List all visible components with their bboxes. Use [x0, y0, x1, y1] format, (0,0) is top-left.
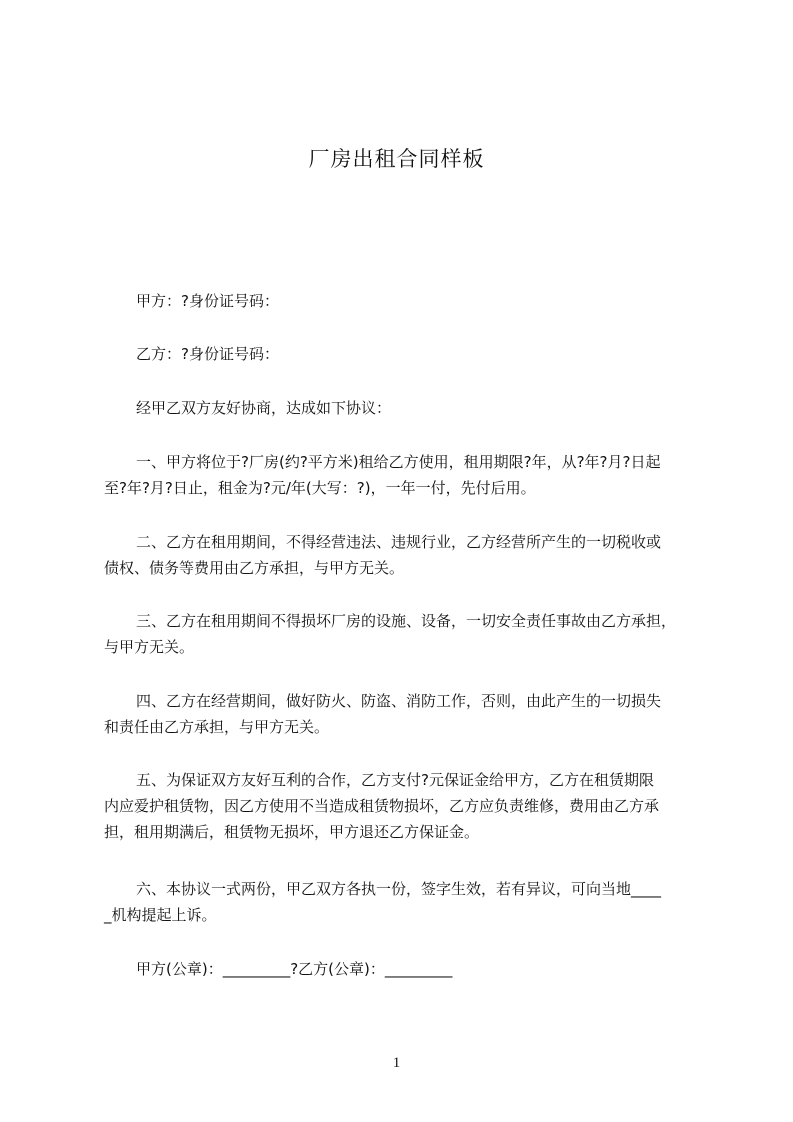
intro-line: 经甲乙双方友好协商，达成如下协议：	[136, 399, 392, 417]
clause-1	[104, 449, 704, 501]
document-title: 厂房出租合同样板	[308, 147, 485, 171]
clause-line: 和责任由乙方承担，与甲方无关。	[104, 718, 330, 736]
clause-4	[104, 688, 704, 740]
clause-line: 债权、债务等费用由乙方承担，与甲方无关。	[104, 559, 405, 577]
clause-6	[104, 876, 704, 928]
clause-line: 三、乙方在租用期间不得损坏厂房的设施、设备，一切安全责任事故由乙方承担，	[136, 612, 677, 630]
clause-2	[104, 529, 704, 581]
clause-5	[104, 767, 704, 845]
clause-line: 五、为保证双方友好互利的合作，乙方支付?元保证金给甲方，乙方在租赁期限	[136, 771, 654, 789]
clause-line: 担，租用期满后，租赁物无损坏，甲方退还乙方保证金。	[104, 823, 480, 841]
clause-line: 六、本协议一式两份，甲乙双方各执一份，签字生效，若有异议，可向当地____	[136, 880, 662, 898]
page-number: 1	[392, 1055, 401, 1071]
clause-3	[104, 608, 704, 660]
clause-line: 与甲方无关。	[104, 638, 195, 656]
party-b-line: 乙方：?身份证号码：	[136, 345, 279, 363]
clause-line: 一、甲方将位于?厂房(约?平方米)租给乙方使用，租用期限?年，从?年?月?日起	[136, 453, 661, 471]
clause-line: _机构提起上诉。	[104, 906, 217, 924]
clause-line: 二、乙方在租用期间，不得经营违法、违规行业，乙方经营所产生的一切税收或	[136, 533, 662, 551]
clause-line: 内应爱护租赁物，因乙方使用不当造成租赁物损坏，乙方应负责维修，费用由乙方承	[104, 797, 660, 815]
signature-line: 甲方(公章)：_________?乙方(公章)：_________	[136, 960, 453, 978]
clause-line: 四、乙方在经营期间，做好防火、防盗、消防工作，否则，由此产生的一切损失	[136, 692, 662, 710]
clause-line: 至?年?月?日止，租金为?元/年(大写：?)，一年一付，先付后用。	[104, 479, 536, 497]
party-a-line: 甲方：?身份证号码：	[136, 292, 279, 310]
